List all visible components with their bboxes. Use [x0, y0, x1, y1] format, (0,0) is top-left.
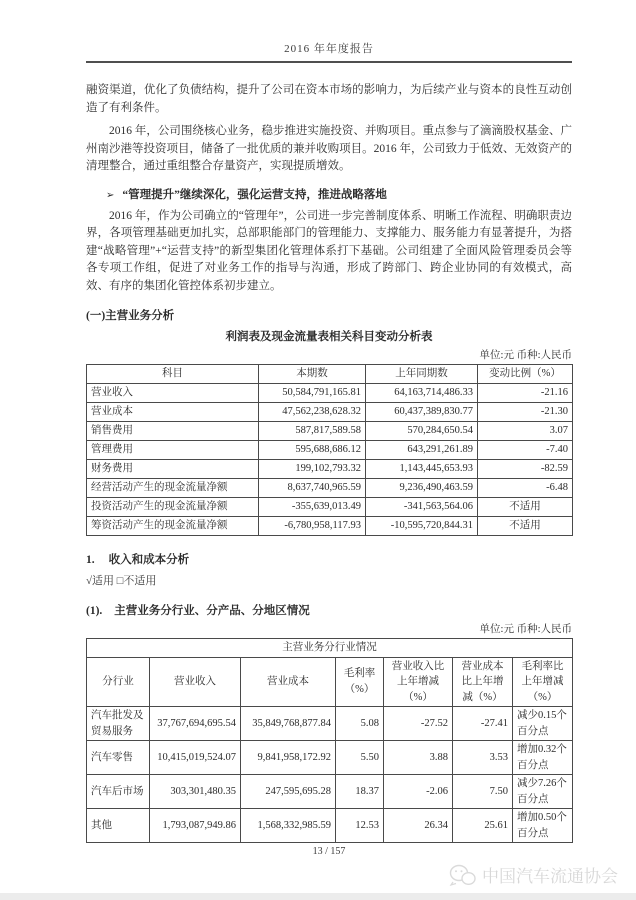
table-cell: 减少7.26个百分点	[513, 775, 573, 809]
table-cell: 10,415,019,524.07	[150, 741, 241, 775]
table-cell: 5.08	[336, 707, 384, 741]
table-cell: 9,841,958,172.92	[241, 741, 336, 775]
col-header: 上年同期数	[366, 365, 478, 384]
table-cell: 减少0.15个百分点	[513, 707, 573, 741]
table-row	[87, 460, 573, 479]
table-cell: 汽车后市场	[87, 775, 150, 809]
table-cell: 管理费用	[87, 441, 259, 460]
page-number-indicator: 13 / 157	[312, 846, 346, 857]
table2-unit-note: 单位:元 币种:人民币	[479, 624, 572, 635]
table-cell: -21.16	[478, 384, 573, 403]
col-header: 营业成本比上年增减（%）	[453, 657, 513, 707]
table-cell: 595,688,686.12	[259, 441, 366, 460]
table-cell: -355,639,013.49	[259, 498, 366, 517]
table-row	[87, 741, 573, 775]
table-header-row	[87, 657, 573, 707]
table-cell: 8,637,740,965.59	[259, 479, 366, 498]
col-header: 毛利率比上年增减（%）	[513, 657, 573, 707]
arrow-bullet-icon: ➢	[106, 189, 115, 201]
table-cell: -6,780,958,117.93	[259, 517, 366, 536]
table-cell: 3.88	[384, 741, 453, 775]
section-title: 收入和成本分析	[108, 554, 190, 566]
table-cell: 12.53	[336, 809, 384, 843]
table-cell: 18.37	[336, 775, 384, 809]
table-cell: -2.06	[384, 775, 453, 809]
subsection-title: 主营业务分行业、分产品、分地区情况	[114, 605, 310, 617]
col-header: 营业收入比上年增减（%）	[384, 657, 453, 707]
table-cell: 营业成本	[87, 403, 259, 422]
table-cell: 247,595,695.28	[241, 775, 336, 809]
table-cell: 经营活动产生的现金流量净额	[87, 479, 259, 498]
col-header: 变动比例（%）	[478, 365, 573, 384]
col-header: 营业成本	[241, 657, 336, 707]
subsection-number: (1).	[86, 605, 103, 617]
table-cell: 不适用	[478, 498, 573, 517]
table-row	[87, 707, 573, 741]
table-cell: -82.59	[478, 460, 573, 479]
table-row	[87, 498, 573, 517]
paragraph-financing: 融资渠道，优化了负债结构，提升了公司在资本市场的影响力，为后续产业与资本的良性互动创造了有利条件。	[86, 84, 572, 114]
col-header: 科目	[87, 365, 259, 384]
table-row	[87, 479, 573, 498]
table-row	[87, 384, 573, 403]
table1-unit-note: 单位:元 币种:人民币	[479, 350, 572, 361]
table-cell: -7.40	[478, 441, 573, 460]
table-cell: 汽车批发及贸易服务	[87, 707, 150, 741]
table-cell: 1,568,332,985.59	[241, 809, 336, 843]
table-row	[87, 403, 573, 422]
table-cell: 587,817,589.58	[259, 422, 366, 441]
table-cell: -10,595,720,844.31	[366, 517, 478, 536]
table-cell: 销售费用	[87, 422, 259, 441]
table-cell: 3.53	[453, 741, 513, 775]
table-cell: -27.52	[384, 707, 453, 741]
table-row	[87, 517, 573, 536]
section-heading-income-cost	[86, 551, 572, 567]
table-cell: -341,563,564.06	[366, 498, 478, 517]
table-cell: 7.50	[453, 775, 513, 809]
table-cell: 35,849,768,877.84	[241, 707, 336, 741]
table-cell: 26.34	[384, 809, 453, 843]
page-content	[86, 0, 572, 857]
bottom-strip	[0, 893, 636, 900]
wechat-logo-icon	[449, 863, 477, 887]
table-cell: 营业收入	[87, 384, 259, 403]
table-cell: 投资活动产生的现金流量净额	[87, 498, 259, 517]
table-span-header-row	[87, 639, 573, 658]
watermark	[449, 862, 618, 887]
watermark-text: 中国汽车流通协会	[482, 867, 618, 886]
col-header: 分行业	[87, 657, 150, 707]
table-cell: 1,793,087,949.86	[150, 809, 241, 843]
table-cell: 199,102,793.32	[259, 460, 366, 479]
table-cell: 其他	[87, 809, 150, 843]
table-cell: -6.48	[478, 479, 573, 498]
table-cell: 1,143,445,653.93	[366, 460, 478, 479]
table-cell: 筹资活动产生的现金流量净额	[87, 517, 259, 536]
table-cell: 64,163,714,486.33	[366, 384, 478, 403]
bullet-heading-text: “管理提升”继续深化，强化运营支持，推进战略落地	[122, 188, 387, 201]
col-header: 营业收入	[150, 657, 241, 707]
table-cell: 37,767,694,695.54	[150, 707, 241, 741]
table-cell: 47,562,238,628.32	[259, 403, 366, 422]
applicable-checkline: √适用 □不适用	[86, 575, 157, 587]
paragraph-management: 2016 年，作为公司确立的“管理年”，公司进一步完善制度体系、明晰工作流程、明确职责边界，各项管理基础更加扎实，总部职能部门的管理能力、支撑能力、服务能力有显著提升，为搭建“战略管理”+“运营支持”的新型集团化管理体系打下基础。公司组建了全面风险管理委员会等各专项工作组，促进了对业务工作的指导与沟通，形成了跨部门、跨企业协同的有效模式，高效、有序的集团化管控体系初步建立。	[86, 209, 572, 292]
table-header-row	[87, 365, 573, 384]
col-header: 本期数	[259, 365, 366, 384]
table-cell: 9,236,490,463.59	[366, 479, 478, 498]
table-cell: 5.50	[336, 741, 384, 775]
table-cell: 303,301,480.35	[150, 775, 241, 809]
table-cell: 3.07	[478, 422, 573, 441]
table-cell: 50,584,791,165.81	[259, 384, 366, 403]
header-divider	[86, 61, 572, 63]
page-header-title: 2016 年年度报告	[284, 43, 374, 55]
table-row	[87, 809, 573, 843]
table-row	[87, 775, 573, 809]
table-cell: 增加0.50个百分点	[513, 809, 573, 843]
table-cell: 25.61	[453, 809, 513, 843]
profit-cashflow-table	[86, 364, 573, 536]
table-cell: -27.41	[453, 707, 513, 741]
table-cell: 643,291,261.89	[366, 441, 478, 460]
table-cell: 不适用	[478, 517, 573, 536]
col-header: 毛利率（%）	[336, 657, 384, 707]
industry-breakdown-table	[86, 638, 573, 843]
table-row	[87, 441, 573, 460]
table1-title: 利润表及现金流量表相关科目变动分析表	[225, 331, 433, 343]
span-header: 主营业务分行业情况	[87, 639, 573, 658]
table-cell: 汽车零售	[87, 741, 150, 775]
table-row	[87, 422, 573, 441]
table-cell: 570,284,650.54	[366, 422, 478, 441]
section-heading-main-business: (一)主营业务分析	[86, 310, 175, 322]
table-cell: 60,437,389,830.77	[366, 403, 478, 422]
subsection-heading-industry	[86, 602, 572, 618]
bullet-heading-management	[86, 186, 572, 202]
table-cell: 财务费用	[87, 460, 259, 479]
paragraph-investment: 2016 年，公司围绕核心业务，稳步推进实施投资、并购项目。重点参与了滴滴股权基金、广州南沙港等投资项目，储备了一批优质的兼并收购项目。2016 年，公司致力于低效、无效资产的清理整合，通过重组整合存量资产，实现提质增效。	[86, 125, 572, 172]
table-cell: -21.30	[478, 403, 573, 422]
table-cell: 增加0.32个百分点	[513, 741, 573, 775]
section-number: 1.	[86, 554, 95, 566]
